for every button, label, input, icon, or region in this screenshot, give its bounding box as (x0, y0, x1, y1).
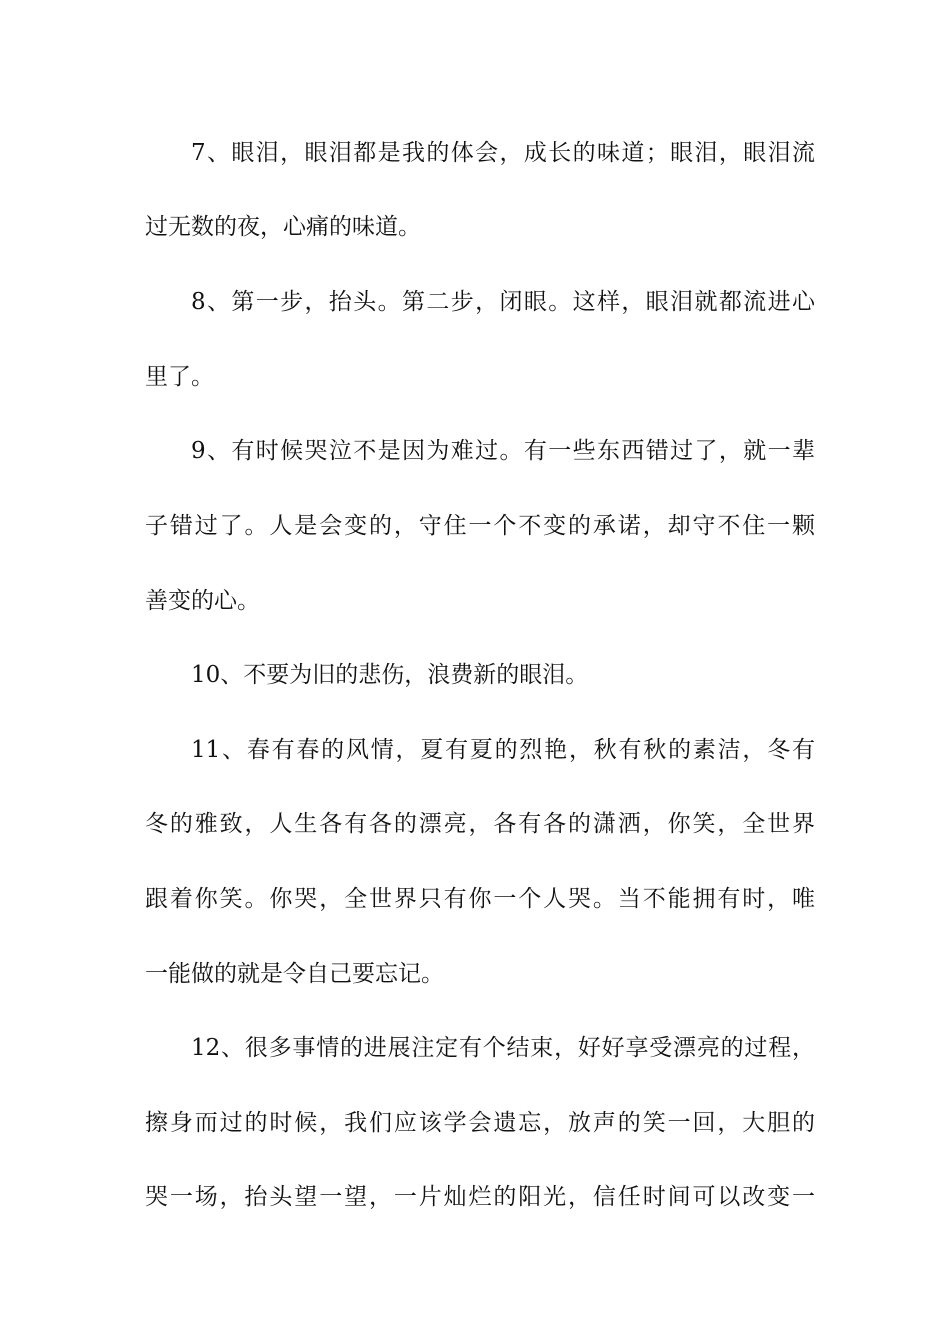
paragraph-11-line-2: 冬的雅致，人生各有各的漂亮，各有各的潇洒，你笑，全世界 (145, 811, 815, 837)
paragraph-8-line-1: 8、第一步，抬头。第二步，闭眼。这样，眼泪就都流进心 (191, 289, 815, 315)
paragraph-12-line-2: 擦身而过的时候，我们应该学会遗忘，放声的笑一回，大胆的 (145, 1110, 815, 1136)
paragraph-11-line-3: 跟着你笑。你哭，全世界只有你一个人哭。当不能拥有时，唯 (145, 886, 815, 912)
paragraph-11-line-4: 一能做的就是令自己要忘记。 (145, 961, 444, 987)
paragraph-7-line-1: 7、眼泪，眼泪都是我的体会，成长的味道；眼泪，眼泪流 (191, 140, 815, 166)
paragraph-9-line-3: 善变的心。 (145, 588, 260, 614)
paragraph-9-line-2: 子错过了。人是会变的，守住一个不变的承诺，却守不住一颗 (145, 513, 815, 539)
paragraph-9-line-1: 9、有时候哭泣不是因为难过。有一些东西错过了，就一辈 (191, 438, 815, 464)
paragraph-12-line-3: 哭一场，抬头望一望，一片灿烂的阳光，信任时间可以改变一 (145, 1184, 815, 1210)
paragraph-12-line-1: 12、很多事情的进展注定有个结束，好好享受漂亮的过程， (191, 1035, 815, 1061)
paragraph-10-line-1: 10、不要为旧的悲伤，浪费新的眼泪。 (191, 662, 589, 688)
paragraph-8-line-2: 里了。 (145, 364, 214, 390)
paragraph-7-line-2: 过无数的夜，心痛的味道。 (145, 214, 421, 240)
paragraph-11-line-1: 11、春有春的风情，夏有夏的烈艳，秋有秋的素洁，冬有 (191, 737, 815, 763)
